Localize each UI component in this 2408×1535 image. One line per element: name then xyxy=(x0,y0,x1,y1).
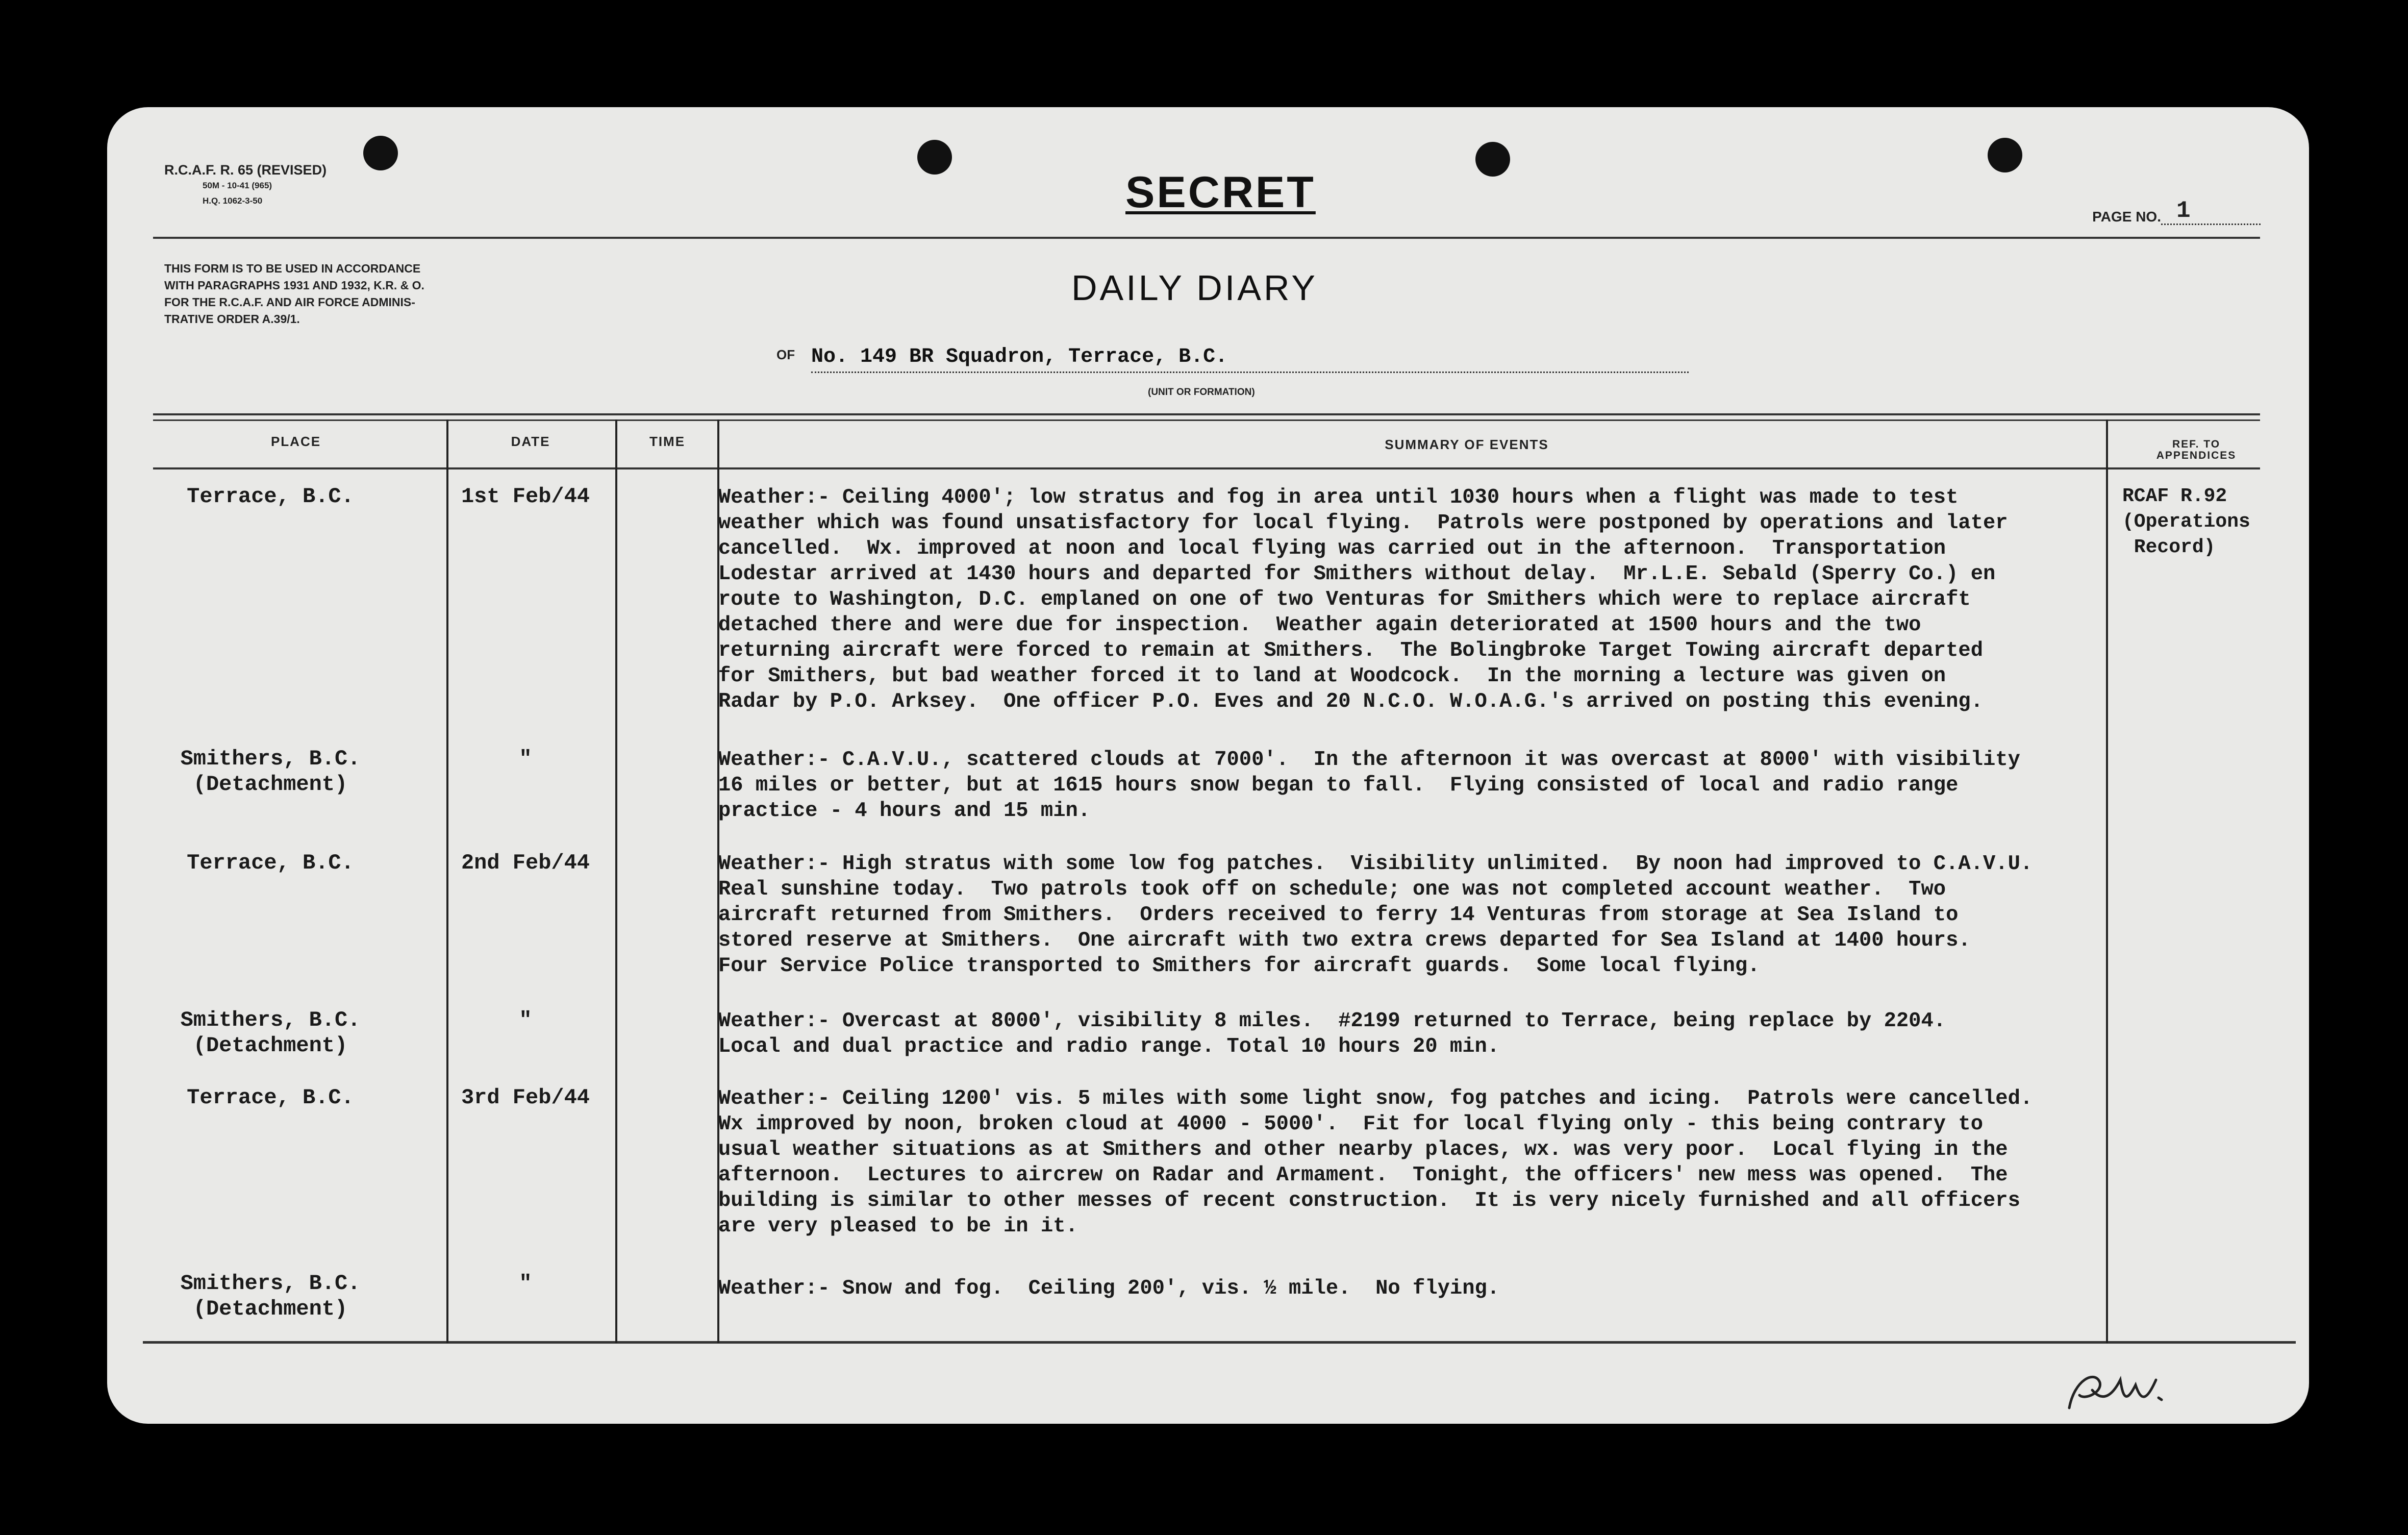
table-top-rule xyxy=(153,413,2260,415)
ref-header-line: APPENDICES xyxy=(2156,450,2237,461)
place-line: Terrace, B.C. xyxy=(187,484,354,509)
entry-place xyxy=(128,1271,413,1322)
page-title: DAILY DIARY xyxy=(1071,268,1318,308)
entry-summary: Weather:- Snow and fog. Ceiling 200', vis. ½ mile. No flying. xyxy=(718,1277,1500,1300)
place-line: (Detachment) xyxy=(193,772,348,797)
place-line: Terrace, B.C. xyxy=(187,1085,354,1110)
entry-place xyxy=(128,1085,413,1110)
place-line: (Detachment) xyxy=(193,1033,348,1058)
page-number-field xyxy=(2092,198,2261,225)
unit-name: No. 149 BR Squadron, Terrace, B.C. xyxy=(811,343,1689,373)
ref-header-line: REF. TO xyxy=(2172,438,2221,450)
table-top-rule-2 xyxy=(153,419,2260,421)
print-code: H.Q. 1062-3-50 xyxy=(203,196,263,206)
place-line: Smithers, B.C. xyxy=(180,747,361,771)
table-bottom-rule xyxy=(143,1341,2296,1344)
entry-place xyxy=(128,746,413,797)
column-divider xyxy=(446,419,448,1343)
entry-date: 3rd Feb/44 xyxy=(461,1085,590,1110)
column-divider xyxy=(615,419,617,1343)
punch-hole xyxy=(1988,138,2022,172)
entry-date: " xyxy=(519,1008,532,1032)
unit-caption: (UNIT OR FORMATION) xyxy=(1148,387,1255,398)
form-notice xyxy=(164,260,583,328)
entry-summary: Weather:- C.A.V.U., scattered clouds at 7000'. In the afternoon it was overcast at 8000' with visibility 16 miles or better, but at 1615 hours snow began to fall. Flying consisted of local and radio range practice - 4 hours and 15 min. xyxy=(718,748,2020,823)
page-number-label: PAGE NO. xyxy=(2092,209,2161,225)
entry-date: 2nd Feb/44 xyxy=(461,851,590,875)
place-line: Terrace, B.C. xyxy=(187,851,354,875)
entry-date: 1st Feb/44 xyxy=(461,484,590,509)
column-header-ref-appendices xyxy=(2112,439,2280,461)
place-line: Smithers, B.C. xyxy=(180,1008,361,1032)
column-header-rule xyxy=(153,467,2260,469)
entry-appendix-ref: RCAF R.92 (Operations Record) xyxy=(2122,485,2250,558)
form-number: R.C.A.F. R. 65 (REVISED) xyxy=(164,162,327,178)
entry-summary: Weather:- Ceiling 4000'; low stratus and fog in area until 1030 hours when a flight was made to test weather which was found unsatisfactory for local flying. Patrols were postponed by operations and later cancelled. Wx. improved at noon and local flying was carried out in the afternoon. Transportation Lodestar arrived at 1430 hours and departed for Smithers without delay. Mr.L.E. Sebald (Sperry Co.) en route to Washington, D.C. emplaned on one of two Venturas for Smithers which were to replace aircraft detached there and were due for inspection. Weather again deteriorated at 1500 hours and the two returning aircraft were forced to remain at Smithers. The Bolingbroke Target Towing aircraft departed for Smithers, but bad weather forced it to land at Woodcock. In the morning a lecture was given on Radar by P.O. Arksey. One officer P.O. Eves and 20 N.C.O. W.O.A.G.'s arrived on posting this evening. xyxy=(718,486,2008,713)
entry-place xyxy=(128,850,413,876)
column-header-date: DATE xyxy=(511,434,550,449)
page-number-value: 1 xyxy=(2161,198,2261,225)
place-line: Smithers, B.C. xyxy=(180,1271,361,1296)
entry-summary: Weather:- Overcast at 8000', visibility 8 miles. #2199 returned to Terrace, being replace by 2204. Local and dual practice and radio range. Total 10 hours 20 min. xyxy=(718,1009,1946,1058)
column-header-time: TIME xyxy=(649,434,686,449)
punch-hole xyxy=(917,140,952,175)
form-identifier xyxy=(164,162,327,209)
column-header-summary: SUMMARY OF EVENTS xyxy=(1385,437,1549,452)
entry-date: " xyxy=(519,1271,532,1296)
notice-line: THIS FORM IS TO BE USED IN ACCORDANCE xyxy=(164,262,421,275)
entry-place xyxy=(128,484,413,509)
column-header-place: PLACE xyxy=(270,434,321,449)
notice-line: TRATIVE ORDER A.39/1. xyxy=(164,312,300,326)
place-line: (Detachment) xyxy=(193,1297,348,1321)
classification-heading: SECRET xyxy=(1125,168,1316,217)
of-label: OF xyxy=(776,347,795,362)
column-divider xyxy=(2106,419,2108,1343)
notice-line: FOR THE R.C.A.F. AND AIR FORCE ADMINIS- xyxy=(164,295,415,309)
diary-sheet xyxy=(107,107,2309,1424)
print-code: 50M - 10-41 (965) xyxy=(203,181,272,190)
notice-line: WITH PARAGRAPHS 1931 AND 1932, K.R. & O. xyxy=(164,279,424,292)
entry-summary: Weather:- Ceiling 1200' vis. 5 miles with some light snow, fog patches and icing. Patrols were cancelled. Wx improved by noon, broken cloud at 4000 - 5000'. Fit for local flying only - this being contrary to usual weather situations as at Smithers and other nearby places, wx. was very poor. Local flying in the afternoon. Lectures to aircrew on Radar and Armament. Tonight, the officers' new mess was opened. The building is similar to other messes of recent construction. It is very nicely furnished and all officers are very pleased to be in it. xyxy=(718,1087,2033,1238)
entry-place xyxy=(128,1007,413,1058)
handwritten-initials xyxy=(2064,1359,2176,1416)
punch-hole xyxy=(1475,142,1510,177)
header-rule xyxy=(153,237,2260,239)
entry-date: " xyxy=(519,747,532,771)
entry-summary: Weather:- High stratus with some low fog patches. Visibility unlimited. By noon had improved to C.A.V.U. Real sunshine today. Two patrols took off on schedule; one was not completed account weather. Two aircraft returned from Smithers. Orders received to ferry 14 Venturas from storage at Sea Island to stored reserve at Smithers. One aircraft with two extra crews departed for Sea Island at 1400 hours. Four Service Police transported to Smithers for aircraft guards. Some local flying. xyxy=(718,852,2033,978)
punch-hole xyxy=(363,136,398,170)
